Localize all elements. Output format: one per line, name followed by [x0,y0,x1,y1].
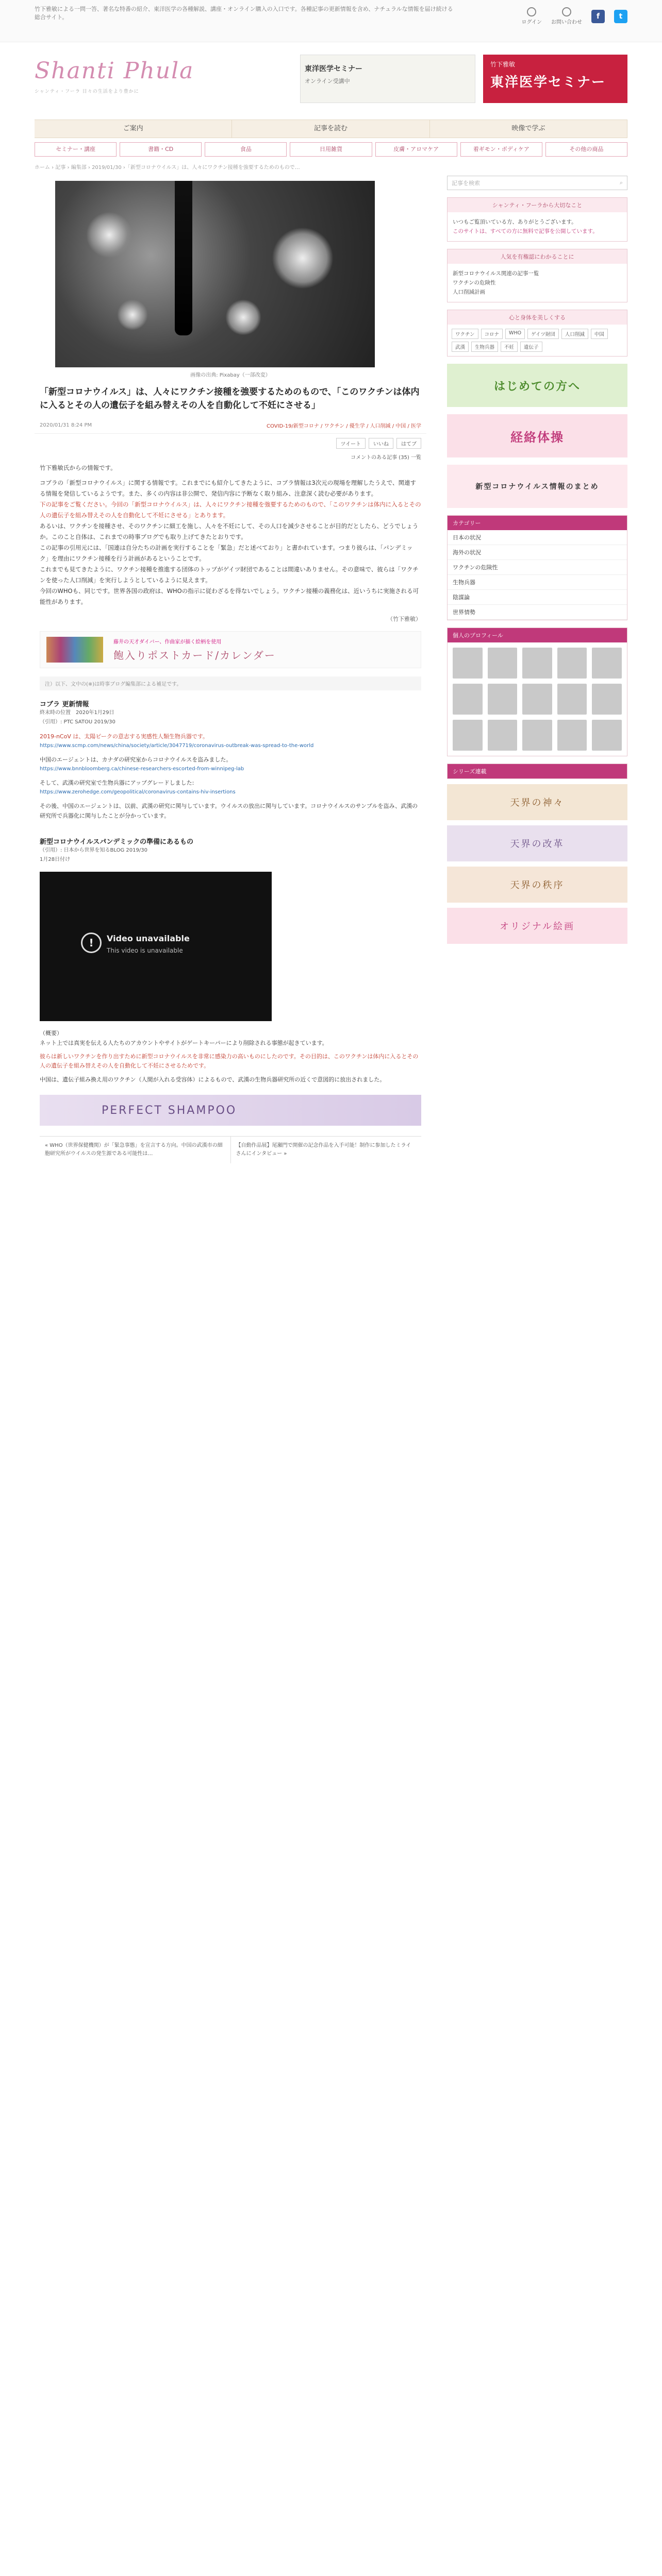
intro-text: 竹下雅敏氏からの情報です。 [40,464,117,471]
post-categories[interactable]: COVID-19/新型コロナ / ワクチン / 優生学 / 人口削減 / 中国 / 医学 [266,423,421,429]
avatar[interactable] [522,648,552,679]
series-banner[interactable]: オリジナル絵画 [447,908,627,944]
login-link[interactable]: ログイン [522,7,542,25]
post-date: 2020/01/31 8:24 PM [40,422,92,428]
recommend-link[interactable]: ワクチンの危険性 [453,280,496,286]
recommend-box: 人気を有権認にわかることに 新型コロナウイルス関連の記事一覧 ワクチンの危険性 人口削減計画 [447,249,627,302]
image-caption: 画像の出典: Pixabay（一部改変） [190,372,271,378]
nav-guide[interactable]: ご案内 [35,120,232,138]
avatar[interactable] [453,684,483,715]
avatar[interactable] [592,648,622,679]
mail-icon [562,7,571,16]
header-ad-seminar[interactable]: 竹下雅敏 東洋医学セミナー [483,55,627,103]
series-banner[interactable]: 天界の神々 [447,784,627,820]
source-cobra: コブラ 更新情報 終末時の位置 2020年1月29日 （引用）: PTC SATOU 2019/30 2019-nCoV は、太陽ピークの意志する実感性人類生物兵器です。 https://www.scmp.com/news/china/society/article/3047719/coronavirus-outbreak-was-spread-to-the-world 中国のエージェントは、カナダの研究室からコロナウイルスを盗みました。 https://www.bnnbloomberg.ca/chinese-researchers-escorted-from-winnipeg-lab そして、武漢の研究室で生物兵器にアップグレードしました: https://www.zerohedge.com/geopolitical/coronavirus-contains-hiv-insertions その後、中国のエージェントは、以前、武漢の研究に関与しています。ウイルスの放出に関与しています。コロナウイルスのサンプルを盗み、武漢の研究所で兵器化に関与したことが分かっています。 [40,699,421,821]
cat-books[interactable]: 書籍・CD [120,142,202,157]
paragraph: コブラの「新型コロナウイルス」に関する情報です。これまでにも紹介してきたように、コブラ情報は3次元の現場を理解したうえで、関連する情報を発信しているようです。また、多くの内容は非公開で、発信内容に予断なく取り組み、注意深く読む必要があります。 [40,479,416,497]
beginner-banner[interactable]: はじめての方へ [447,364,627,407]
people-box: 個人のプロフィール [447,628,627,756]
sidebar [447,176,627,944]
nav-videos[interactable]: 映像で学ぶ [430,120,627,138]
category-bar [35,138,627,161]
cat-goods[interactable]: 日用雑貨 [290,142,372,157]
avatar[interactable] [488,684,518,715]
tag[interactable]: WHO [505,329,525,339]
next-post-link[interactable]: 【自動作品展】尾瀬門で開催の記念作品を入手可能！制作に参加したミライさんにインタビュー » [236,1143,411,1157]
tag[interactable]: ワクチン [452,329,478,339]
avatar[interactable] [557,684,587,715]
notice-box: シャンティ・フーラから大切なこと いつもご覧頂いている方、ありがとうございます。 このサイトは、すべての方に無料で記事を公開しています。 [447,197,627,242]
source-link[interactable]: https://www.scmp.com/news/china/society/article/3047719/coronavirus-outbreak-was-spread-to-the-world [40,743,314,749]
exercise-banner[interactable]: 経絡体操 [447,414,627,457]
category-item[interactable]: 日本の状況 [448,530,627,545]
site-description: 竹下雅敏による一問一答、著名な特番の紹介、東洋医学の各種解説、講座・オンライン購入の入口です。各種記事の更新情報を含め、ナチュラルな情報を届け続ける総合サイト。 [35,6,453,21]
avatar[interactable] [557,720,587,751]
search-icon[interactable]: ⌕ [619,179,623,186]
avatar[interactable] [522,720,552,751]
source-link[interactable]: https://www.zerohedge.com/geopolitical/coronavirus-contains-hiv-insertions [40,789,236,795]
category-item[interactable]: 海外の状況 [448,545,627,560]
site-logo[interactable]: Shanti Phula シャンティ・フーラ 日々の生活をより豊かに [35,58,194,94]
avatar[interactable] [453,648,483,679]
covid-summary-banner[interactable]: 新型コロナウイルス情報のまとめ [447,465,627,508]
avatar[interactable] [488,720,518,751]
cat-seminar[interactable]: セミナー・講座 [35,142,117,157]
avatar[interactable] [488,648,518,679]
calendar-thumb [46,637,103,663]
tag[interactable]: 中国 [591,329,608,339]
post-navigation [40,1136,421,1163]
category-item[interactable]: ワクチンの危険性 [448,560,627,575]
search-input[interactable]: 記事を検索 ⌕ [447,176,627,190]
cat-skin[interactable]: 皮膚・アロマケア [375,142,457,157]
paragraph: 下の記事をご覧ください。今回の「新型コロナウイルス」は、人々にワクチン接種を強要するためのもので、「このワクチンは体内に入るとその人の遺伝子を組み替えその人を自動化して不妊にさせる」とあります。 [40,501,421,519]
hero-image [55,181,375,367]
header-ad[interactable]: 東洋医学セミナー オンライン受講中 [300,55,475,103]
main-nav [35,120,627,138]
tag[interactable]: 生物兵器 [471,342,498,352]
cat-body[interactable]: 着ギモン・ボディケア [460,142,542,157]
series-box: シリーズ連載 [447,764,627,779]
breadcrumb: ホーム › 記事 › 編集部 › 2019/01/30 ›「新型コロナウイルス」は、人々にワクチン接種を強要するためのもので… [35,165,300,171]
paragraph: 今回のWHOも、同じです。世界各国の政府は、WHOの指示に従わざるを得ないでしょう。ワクチン接種の義務化は、近いうちに実施される可能性があります。 [40,587,419,605]
like-button[interactable]: いいね [369,438,393,449]
main-column [35,176,426,1163]
hatena-button[interactable]: はてブ [396,438,421,449]
video-section: 新型コロナウイルスパンデミックの準備にあるもの （引用）: 日本から世界を知るBLOG 2019/30 1月28日付け ! Video unavailable This video is unavailable （概要） ネット上では真実を伝える人たちのアカウントやサイトがゲートキーパーにより削除される事態が起きています。 彼らは新しいワクチンを作り出すために新型コロナウイルスを非常に感染力の高いものにしたのです。その目的は、このワクチンは体内に入るとその人の遺伝子を組み替えその人を自動化して不妊にさせるためです。 中国は、遺伝子組み換え用のワクチン（人間が入れる受容体）によるもので、武漢の生物兵器研究所の近くで意図的に放出されました。 [40,838,419,1083]
source-link[interactable]: https://www.bnnbloomberg.ca/chinese-researchers-escorted-from-winnipeg-lab [40,766,244,772]
article-body [35,463,426,623]
article-meta [35,419,426,434]
cat-other[interactable]: その他の商品 [545,142,627,157]
facebook-icon[interactable]: f [591,10,605,23]
tag[interactable]: 遺伝子 [520,342,542,352]
author-signature: （竹下雅敏） [387,616,421,622]
tag-box: 心と身体を美しくする ワクチン コロナ WHO ゲイツ財団 人口削減 中国 武漢 生物兵器 不妊 遺伝子 [447,310,627,357]
tag[interactable]: コロナ [481,329,503,339]
prev-post-link[interactable]: « WHO（世界保健機関）が「緊急事態」を宣言する方向。中国の武漢市の細胞研究所がウイルスの発生源である可能性は… [40,1137,231,1163]
tag[interactable]: ゲイツ財団 [527,329,559,339]
nav-articles[interactable]: 記事を読む [232,120,429,138]
category-item[interactable]: 陰謀論 [448,590,627,605]
cat-food[interactable]: 食品 [205,142,287,157]
series-banner[interactable]: 天界の秩序 [447,867,627,903]
site-header [35,42,627,120]
embedded-video[interactable]: ! Video unavailable This video is unavailable [40,872,272,1021]
calendar-ad[interactable]: 藤井の天才ダイバー、作曲家が描く絵柄を使用 飽入りポストカード/カレンダー [40,631,421,668]
category-item[interactable]: 生物兵器 [448,575,627,590]
avatar[interactable] [592,720,622,751]
tag[interactable]: 不妊 [501,342,518,352]
editor-note: 注）以下、文中の(※)は時事ブログ編集部による補足です。 [40,676,421,690]
avatar[interactable] [522,684,552,715]
paragraph: この記事の引用元には、「国連は自分たちの計画を実行することを「緊急」だと述べており」と書かれています。つまり彼らは、「パンデミック」を理由にワクチン接種を行う計画があるということです。 [40,544,413,562]
recommend-link[interactable]: 新型コロナウイルス関連の記事一覧 [453,270,539,277]
avatar[interactable] [453,720,483,751]
paragraph: これまでも見てきたように、ワクチン接種を推進する団体のトップがゲイツ財団であることは間違いありません。その意味で、彼らは「ワクチンを使った人口削減」を実行しようとしているように見えます。 [40,566,419,584]
category-item[interactable]: 世界情勢 [448,605,627,620]
top-bar [0,0,662,42]
shampoo-ad[interactable]: PERFECT SHAMPOO [40,1095,421,1126]
tag[interactable]: 武漢 [452,342,469,352]
avatar[interactable] [592,684,622,715]
twitter-icon[interactable]: t [614,10,627,23]
comments-link[interactable]: コメントのある記事 (35) 一覧 [351,455,421,461]
paragraph: あるいは、ワクチンを接種させ、そのワクチンに細工を施し、人々を不妊にして、その人口を減少させることが目的だとしたら、どうでしょうか。このこと自体は、これまでの時事ブログでも取り上げてきたとおりです。 [40,522,419,540]
series-banner[interactable]: 天界の改革 [447,825,627,861]
contact-link[interactable]: お問い合わせ [551,7,582,25]
tag[interactable]: 人口削減 [561,329,588,339]
avatar[interactable] [557,648,587,679]
source-heading: コブラ 更新情報 [40,701,89,708]
category-list: カテゴリー 日本の状況 海外の状況 ワクチンの危険性 生物兵器 陰謀論 世界情勢 [447,515,627,620]
alert-icon: ! [81,933,102,953]
recommend-link[interactable]: 人口削減計画 [453,289,485,295]
tweet-button[interactable]: ツイート [336,438,366,449]
user-icon [527,7,536,16]
share-buttons [35,434,426,451]
article-title: 「新型コロナウイルス」は、人々にワクチン接種を強要するためのもので、「このワクチンは体内に入るとその人の遺伝子を組み替えその人を自動化して不妊にさせる」 [40,387,420,411]
